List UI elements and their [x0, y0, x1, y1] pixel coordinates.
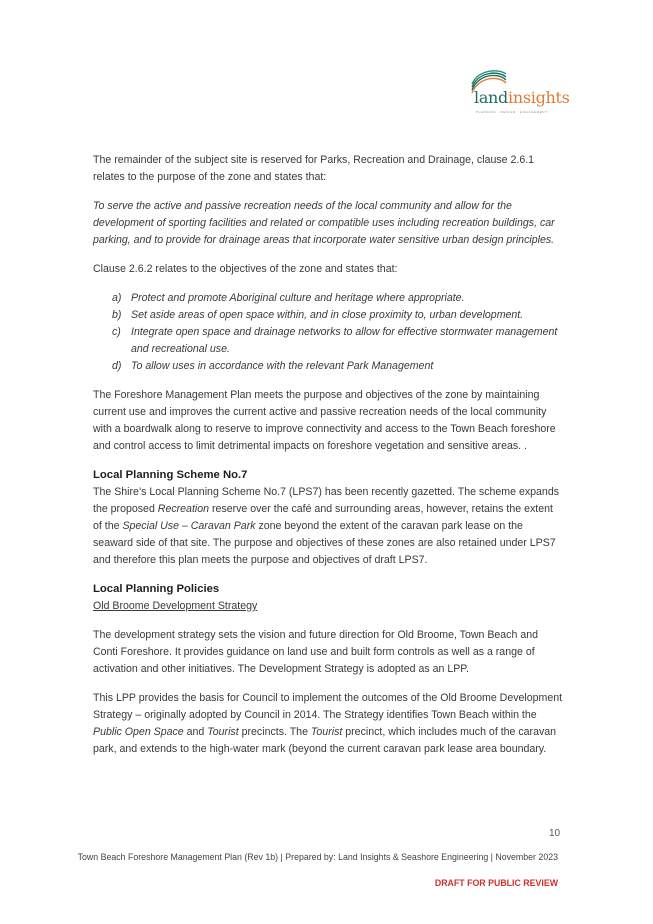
list-marker: d) — [112, 360, 122, 372]
text-run: The Shire’s Local Planning Scheme No.7 (LPS7) has been recently gazetted. The scheme expands the proposed — [93, 486, 560, 515]
text-run: This LPP provides the basis for Council to implement the outcomes of the Old Broome Development Strategy – originally adopted by Council in 2014. The Strategy identifies Town Beach within the — [93, 692, 563, 721]
zone-purpose-quote: To serve the active and passive recreation needs of the local community and allow for the development of sporting facilities and related or compatible uses including recreation buildings, car parking, and to provide for drainage areas that incorporate water sensitive urban design principles. — [93, 200, 555, 246]
italic-run: Special Use – Caravan Park — [122, 520, 256, 532]
list-item-text: Set aside areas of open space within, and in close proximity to, urban development. — [131, 309, 524, 321]
intro-paragraph: The remainder of the subject site is reserved for Parks, Recreation and Drainage, clause 2.6.1 relates to the purpose of the zone and states that: — [93, 154, 535, 183]
strategy-paragraph: The development strategy sets the vision and future direction for Old Broome, Town Beach and Conti Foreshore. It provides guidance on land use and built form controls as well as a range of activation and other initiatives. The Development Strategy is adopted as an LPP. — [93, 629, 538, 675]
list-item — [93, 324, 563, 358]
policies-heading: Local Planning Policies — [93, 583, 220, 595]
document-body — [93, 152, 563, 758]
list-item-text: Integrate open space and drainage networks to allow for effective stormwater management and recreational use. — [131, 326, 558, 355]
land-insights-logo — [466, 68, 570, 118]
lpp-paragraph — [93, 690, 563, 758]
draft-notice: DRAFT FOR PUBLIC REVIEW — [434, 878, 558, 888]
italic-run: Recreation — [157, 503, 210, 515]
list-item — [93, 290, 563, 307]
objectives-intro: Clause 2.6.2 relates to the objectives of the zone and states that: — [93, 263, 398, 275]
list-marker: a) — [112, 292, 122, 304]
footer-text: Town Beach Foreshore Management Plan (Rev 1b) | Prepared by: Land Insights & Seashore Engineering | November 2023 — [77, 852, 558, 862]
logo-wordmark — [474, 88, 570, 107]
text-run: and — [183, 726, 208, 738]
page-number: 10 — [549, 828, 561, 839]
list-item — [93, 307, 563, 324]
italic-run: Public Open Space — [93, 726, 184, 738]
list-item — [93, 358, 563, 375]
logo-tagline: PLANNING · DESIGN · ENGAGEMENT — [476, 110, 548, 114]
text-run: zone beyond the extent of the caravan park lease on the seaward side of that site. The purpose and objectives of these zones are also retained under LPS7 and therefore this plan meets the purpose and objectives of draft LPS7. — [93, 520, 556, 566]
list-marker: c) — [112, 326, 121, 338]
lps7-paragraph — [93, 484, 563, 569]
italic-run: Tourist — [207, 726, 239, 738]
logo-insights-text: insights — [508, 88, 570, 107]
list-marker: b) — [112, 309, 122, 321]
list-item-text: To allow uses in accordance with the relevant Park Management — [131, 360, 434, 372]
logo-land-text: land — [474, 88, 509, 107]
strategy-subheading: Old Broome Development Strategy — [93, 600, 258, 612]
fmp-paragraph: The Foreshore Management Plan meets the purpose and objectives of the zone by maintaining current use and improves the current active and passive recreation needs of the local community with a boardwalk along to reserve to improve connectivity and access to the Town Beach foreshore and control access to limit detrimental impacts on foreshore vegetation and sensitive areas. . — [93, 389, 556, 452]
list-item-text: Protect and promote Aboriginal culture and heritage where appropriate. — [131, 292, 465, 304]
text-run: reserve over the café and surrounding areas, however, retains the extent of the — [93, 503, 553, 532]
lps7-heading: Local Planning Scheme No.7 — [93, 469, 248, 481]
italic-run: Tourist — [310, 726, 343, 738]
objectives-list — [93, 290, 563, 375]
text-run: precincts. The — [238, 726, 311, 738]
text-run: precinct, which includes much of the caravan park, and extends to the high-water mark (beyond the current caravan park lease area boundary. — [93, 726, 557, 755]
